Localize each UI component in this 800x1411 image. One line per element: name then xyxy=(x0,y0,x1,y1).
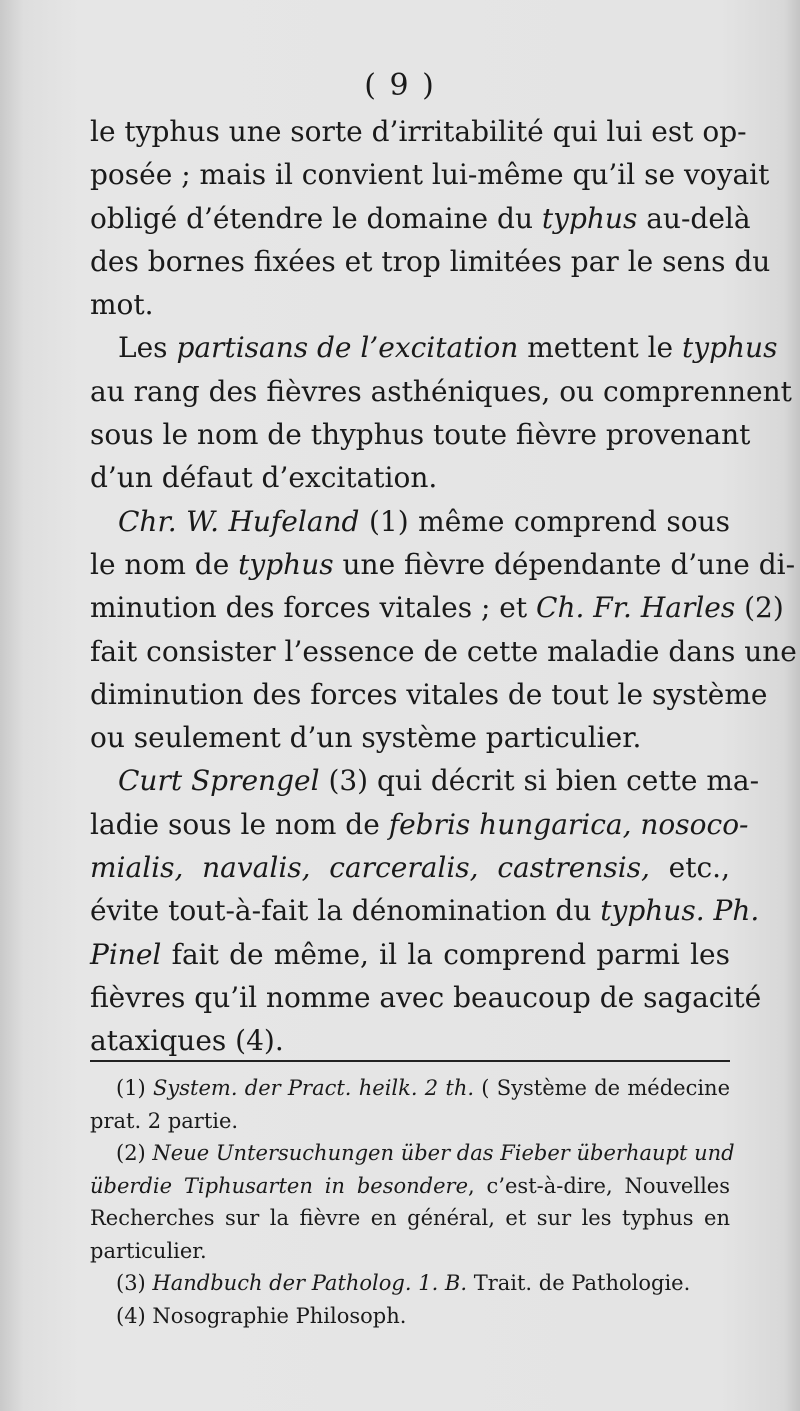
italic-text: typhus xyxy=(541,201,638,235)
italic-text: Pinel xyxy=(90,937,162,971)
text-line xyxy=(90,586,784,629)
text-segment: (3) xyxy=(116,1271,153,1295)
footnote-1 xyxy=(90,1072,730,1137)
text-segment: (1) même comprend sous xyxy=(359,504,731,538)
text-line xyxy=(90,1170,730,1203)
text-line xyxy=(90,1235,730,1268)
text-line xyxy=(90,759,760,802)
italic-text: Curt Sprengel xyxy=(118,764,320,798)
text-segment: Trait. de Pathologie. xyxy=(467,1271,691,1295)
italic-text: typhus xyxy=(238,547,334,581)
text-segment: ataxiques (4). xyxy=(90,1024,284,1058)
italic-text: überdie Tiphusarten in besondere xyxy=(90,1173,468,1198)
text-segment: mettent le xyxy=(518,331,683,365)
text-segment: Recherches sur la fièvre en général, et sur les typhus en xyxy=(90,1206,730,1230)
text-line xyxy=(90,543,796,586)
italic-text: System. der Pract. heilk. 2 th. xyxy=(153,1076,475,1100)
text-line xyxy=(90,1267,730,1300)
text-segment: au-delà xyxy=(637,201,751,235)
text-segment: ladie sous le nom de xyxy=(90,807,389,841)
text-segment: particulier. xyxy=(90,1238,207,1263)
text-segment: diminution des forces vitales de tout le système xyxy=(90,677,768,711)
page-number: ( 9 ) xyxy=(364,68,436,103)
footnote-2 xyxy=(90,1137,735,1267)
text-segment: ( Système de médecine xyxy=(474,1076,731,1100)
text-line xyxy=(90,500,730,543)
paragraph-2 xyxy=(90,326,792,499)
italic-text: Ch. Fr. Harles xyxy=(536,591,736,625)
italic-text: typhus. Ph. xyxy=(600,894,760,928)
italic-text: partisans de l’excitation xyxy=(176,331,519,365)
italic-text: Handbuch der Patholog. 1. B. xyxy=(152,1271,468,1295)
text-segment: au rang des fièvres asthéniques, ou comprennent xyxy=(90,374,792,408)
footnote-rule xyxy=(90,1060,730,1062)
italic-text: Neue Untersuchungen über das Fieber überhaupt und xyxy=(152,1141,735,1165)
footnote-4 xyxy=(90,1300,730,1333)
text-segment: fait de même, il la comprend parmi les xyxy=(161,937,730,971)
paragraph-4 xyxy=(90,759,762,1062)
text-segment: fait consister l’essence de cette maladie dans une xyxy=(90,634,797,668)
footnotes xyxy=(90,1072,735,1332)
text-line xyxy=(90,456,730,499)
text-line xyxy=(90,370,792,413)
text-segment: (2) xyxy=(735,591,784,625)
paragraph-1 xyxy=(90,110,771,326)
text-line xyxy=(90,846,730,889)
paragraph-3 xyxy=(90,500,797,760)
text-line xyxy=(90,630,797,673)
text-segment: mot. xyxy=(90,288,154,322)
text-line xyxy=(90,110,747,153)
text-line xyxy=(90,240,771,283)
text-segment: prat. 2 partie. xyxy=(90,1108,239,1133)
text-line xyxy=(90,197,751,240)
text-segment: d’un défaut d’excitation. xyxy=(90,461,438,495)
text-segment: minution des forces vitales ; et xyxy=(90,591,537,625)
italic-text: typhus xyxy=(682,331,778,365)
body-text xyxy=(90,110,797,1063)
text-line xyxy=(90,1072,730,1105)
text-segment: une fièvre dépendante d’une di- xyxy=(333,547,796,581)
text-segment: , c’est-à-dire, Nouvelles xyxy=(468,1173,730,1198)
text-segment: évite tout-à-fait la dénomination du xyxy=(90,894,601,928)
text-line xyxy=(90,1202,730,1235)
text-segment: (4) Nosographie Philosoph. xyxy=(116,1303,407,1328)
text-line xyxy=(90,673,768,716)
text-segment: obligé d’étendre le domaine du xyxy=(90,201,542,235)
text-segment: (3) qui décrit si bien cette ma- xyxy=(319,764,760,798)
text-line xyxy=(90,1300,730,1333)
text-line xyxy=(90,326,778,369)
text-line xyxy=(90,413,751,456)
text-segment: etc., xyxy=(649,851,730,885)
text-segment: fièvres qu’il nomme avec beaucoup de sagacité xyxy=(90,980,762,1014)
text-line xyxy=(90,1137,735,1170)
text-segment: des bornes fixées et trop limitées par le sens du xyxy=(90,244,771,278)
text-line xyxy=(90,153,770,196)
text-segment: sous le nom de thyphus toute fièvre provenant xyxy=(90,418,751,452)
text-segment: ou seulement d’un système particulier. xyxy=(90,721,642,755)
text-segment: posée ; mais il convient lui-même qu’il se voyait xyxy=(90,158,770,192)
text-line xyxy=(90,976,762,1019)
text-segment: Les xyxy=(118,331,177,365)
italic-text: Chr. W. Hufeland xyxy=(118,504,360,538)
text-line xyxy=(90,283,730,326)
text-line xyxy=(90,1105,730,1138)
text-segment: (1) xyxy=(116,1076,154,1100)
text-segment: le nom de xyxy=(90,547,239,581)
footnote-3 xyxy=(90,1267,730,1300)
text-line xyxy=(90,1019,730,1062)
italic-text: mialis, navalis, carceralis, castrensis, xyxy=(90,851,650,885)
text-segment: (2) xyxy=(116,1141,153,1165)
text-line xyxy=(90,933,730,976)
italic-text: febris hungarica, nosoco- xyxy=(388,807,749,841)
text-line xyxy=(90,803,749,846)
text-segment: le typhus une sorte d’irritabilité qui lui est op- xyxy=(90,115,747,148)
text-line xyxy=(90,716,730,759)
text-line xyxy=(90,889,760,932)
